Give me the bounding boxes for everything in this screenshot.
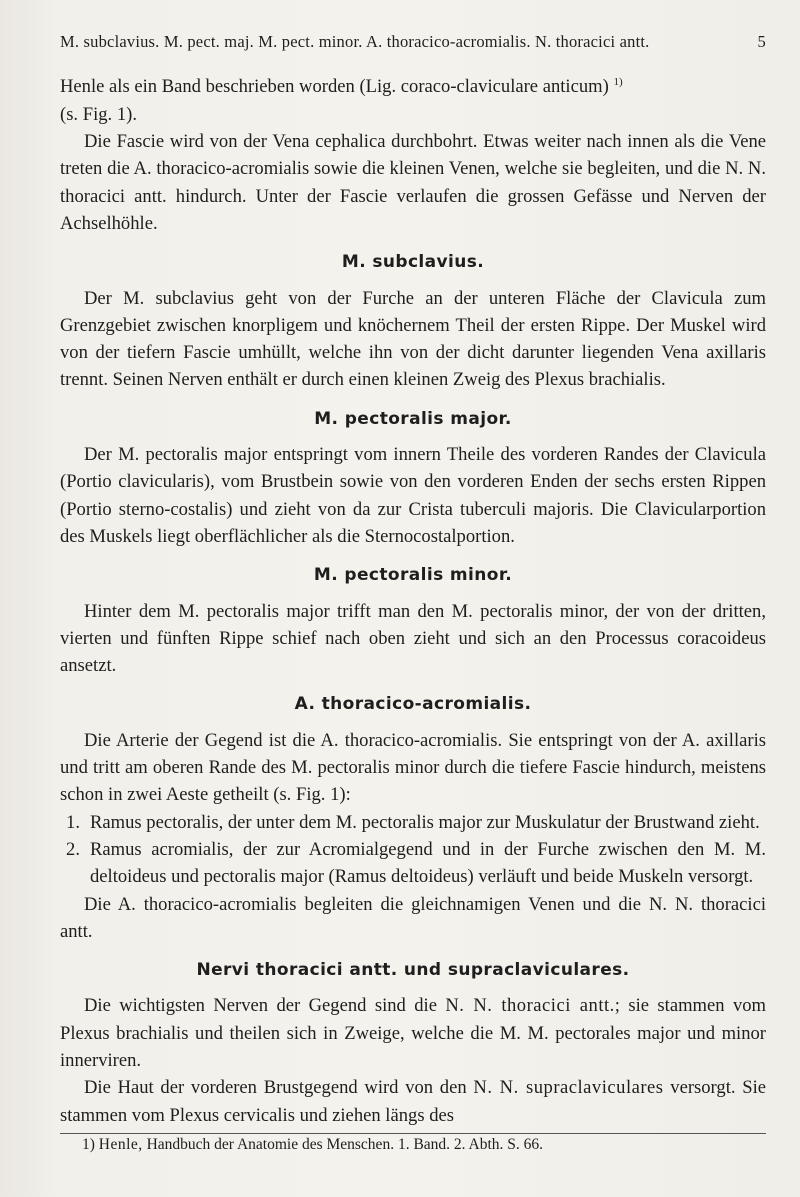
page-content xyxy=(60,28,766,1156)
footnote-text: Handbuch der Anatomie des Menschen. 1. Band. 2. Abth. S. 66. xyxy=(146,1135,544,1153)
footnote-author: Henle, xyxy=(98,1135,143,1153)
list-number: 2. xyxy=(66,838,80,860)
nervi-paragraph-2 xyxy=(60,1074,766,1129)
list-number: 1. xyxy=(66,811,80,833)
running-head xyxy=(60,28,766,55)
subclavius-paragraph: Der M. subclavius geht von der Furche an der unteren Fläche der Clavicula zum Grenzgebiet zwischen knorpligem und knöchernem Theil der ersten Rippe. Der Muskel wird von der tiefern Fascie umhüllt, welche ihn von der dicht darunter liegenden Vena axillaris trennt. Seinen Nerven enthält er durch einen kleinen Zweig des Plexus brachialis. xyxy=(60,287,766,391)
ramus-list xyxy=(60,809,766,891)
heading-pectoralis-major: M. pectoralis major. xyxy=(314,408,512,429)
nervi-text: ; sie stammen vom Plexus brachialis und theilen sich in Zweige, welche die M. M. pectorales major und minor innerviren. xyxy=(60,995,766,1071)
pectoralis-minor-paragraph: Hinter dem M. pectoralis major trifft man den M. pectoralis minor, der von der dritten, vierten und fünften Rippe schief nach oben zieht und sich an den Processus coracoideus ansetzt. xyxy=(60,600,766,677)
pectoralis-major-paragraph: Der M. pectoralis major entspringt vom innern Theile des vorderen Randes der Clavicula (Portio clavicularis), vom Brustbein sowie von den vorderen Enden der sechs ersten Rippen (Portio sterno-costalis) und zieht von da zur Crista tuberculi majoris. Die Clavicularportion des Muskels liegt oberflächlicher als die Sternocostalportion. xyxy=(60,444,766,547)
nervi-text: Die Haut der vorderen Brustgegend wird von den xyxy=(84,1077,467,1099)
intro-text-end: (s. Fig. 1). xyxy=(60,103,137,125)
thoracico-paragraph: Die Arterie der Gegend ist die A. thoracico-acromialis. Sie entspringt von der A. axillaris und tritt am oberen Rande des M. pectoralis minor durch die tiefere Fascie hindurch, meistens schon in zwei Aeste getheilt (s. Fig. 1): xyxy=(60,729,766,806)
heading-subclavius: M. subclavius. xyxy=(341,252,485,273)
fascie-paragraph: Die Fascie wird von der Vena cephalica durchbohrt. Etwas weiter nach innen als die Vene treten die A. thoracico-acromialis sowie die kleinen Venen, welche sie begleiten, und die N. N. thoracici antt. hindurch. Unter der Fascie verlaufen die grossen Gefässe und Nerven der Achselhöhle. xyxy=(60,131,766,234)
heading-pectoralis-minor: M. pectoralis minor. xyxy=(313,565,513,586)
nervi-term: N. N. supraclaviculares xyxy=(473,1077,664,1099)
nervi-paragraph-1 xyxy=(60,992,766,1074)
footnote-marker: 1) xyxy=(82,1135,95,1153)
list-text: Ramus pectoralis, der unter dem M. pectoralis major zur Muskulatur der Brustwand zieht. xyxy=(90,811,760,833)
page-number: 5 xyxy=(757,32,766,51)
footnote xyxy=(60,1134,766,1156)
nervi-text: versorgt. Sie stammen vom Plexus cervicalis und ziehen längs des xyxy=(60,1077,767,1126)
thoracico-after-paragraph: Die A. thoracico-acromialis begleiten die gleichnamigen Venen und die N. N. thoracici antt. xyxy=(60,893,766,942)
intro-text: Henle als ein Band beschrieben worden (Lig. coraco-claviculare anticum) xyxy=(60,76,609,98)
heading-thoracico-acromialis: A. thoracico-acromialis. xyxy=(294,694,532,715)
nervi-text: Die wichtigsten Nerven der Gegend sind die xyxy=(84,995,437,1017)
intro-paragraph xyxy=(60,69,766,128)
list-item xyxy=(60,836,766,891)
list-text: Ramus acromialis, der zur Acromialgegend und in der Furche zwischen den M. M. deltoideus und pectoralis major (Ramus deltoideus) verläuft und beide Muskeln versorgt. xyxy=(90,838,766,888)
nervi-term: N. N. thoracici antt. xyxy=(445,995,615,1017)
list-item xyxy=(60,809,766,836)
heading-nervi: Nervi thoracici antt. und supraclaviculares. xyxy=(196,960,630,981)
footnote-ref: 1) xyxy=(613,76,623,89)
running-head-title: M. subclavius. M. pect. maj. M. pect. minor. A. thoracico-acromialis. N. thoracici antt. xyxy=(60,32,650,51)
